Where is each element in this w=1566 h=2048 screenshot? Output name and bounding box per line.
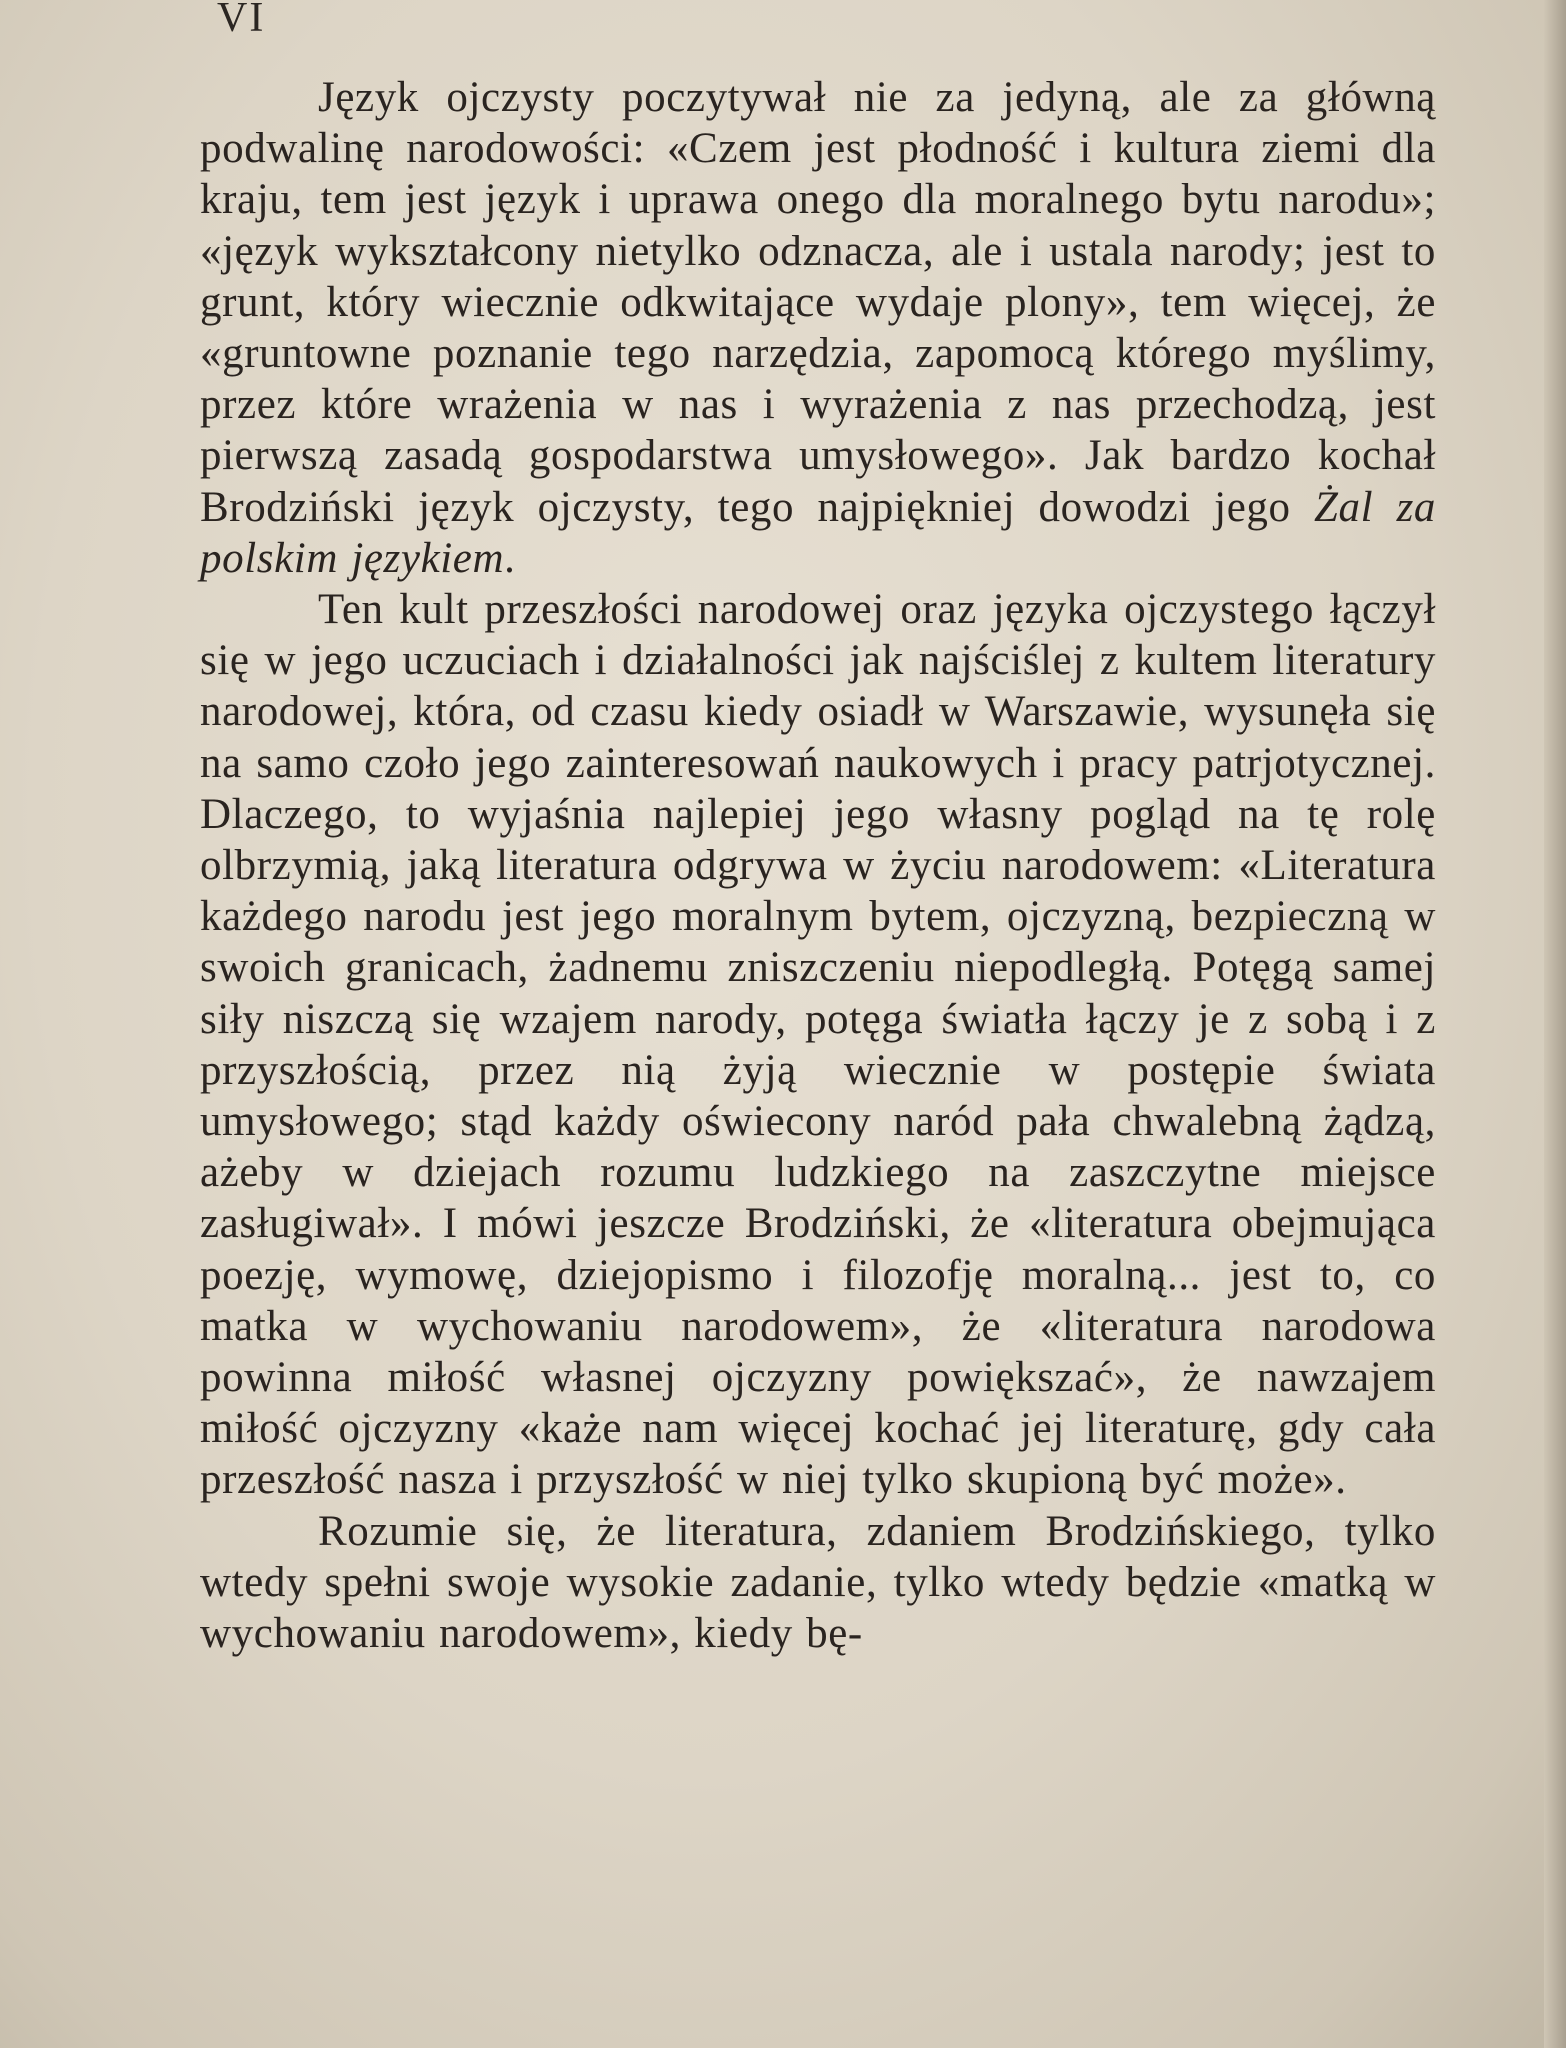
book-title-italic: Żal za polskim językiem <box>200 483 1436 582</box>
page-number: VI <box>217 0 266 41</box>
body-text <box>200 72 1436 1659</box>
paragraph-1-text: Język ojczysty poczytywał nie za jedyną, ale za główną podwalinę narodowości: «Czem jest płodność i kultura ziemi dla kraju, tem jest język i uprawa onego dla moralnego bytu narodu»; «język wykształcony nietylko odznacza, ale i ustala narody; jest to grunt, który wiecznie odkwitające wydaje plony», tem więcej, że «gruntowne poznanie tego narzędzia, zapomocą którego myślimy, przez które wrażenia w nas i wyrażenia z nas przechodzą, jest pierwszą zasadą gospodarstwa umysłowego». Jak bardzo kochał Brodziński język ojczysty, tego najpiękniej dowodzi jego <box>200 74 1436 531</box>
paragraph-1-tail: . <box>504 534 516 582</box>
paragraph-3: Rozumie się, że literatura, zdaniem Brodzińskiego, tylko wtedy spełni swoje wysokie zadanie, tylko wtedy będzie «matką w wychowaniu narodowem», kiedy bę- <box>200 1507 1436 1658</box>
paragraph-1 <box>200 72 1436 584</box>
paragraph-2: Ten kult przeszłości narodowej oraz języka ojczystego łączył się w jego uczuciach i działalności jak najściślej z kultem literatury narodowej, która, od czasu kiedy osiadł w Warszawie, wysunęła się na samo czoło jego zainteresowań naukowych i pracy patrjotycznej. Dlaczego, to wyjaśnia najlepiej jego własny pogląd na tę rolę olbrzymią, jaką literatura odgrywa w życiu narodowem: «Literatura każdego narodu jest jego moralnym bytem, ojczyzną, bezpieczną w swoich granicach, żadnemu zniszczeniu niepodległą. Potęgą samej siły niszczą się wzajem narody, potęga światła łączy je z sobą i z przyszłością, przez nią żyją wiecznie w postępie świata umysłowego; stąd każdy oświecony naród pała chwalebną żądzą, ażeby w dziejach rozumu ludzkiego na zaszczytne miejsce zasługiwał». I mówi jeszcze Brodziński, że «literatura obejmująca poezję, wymowę, dziejopismo i filozofję moralną... jest to, co matka w wychowaniu narodowem», że «literatura narodowa powinna miłość własnej ojczyzny powiększać», że nawzajem miłość ojczyzny «każe nam więcej kochać jej literaturę, gdy cała przeszłość nasza i przyszłość w niej tylko skupioną być może». <box>200 586 1436 1504</box>
page-edge <box>1544 0 1566 2048</box>
